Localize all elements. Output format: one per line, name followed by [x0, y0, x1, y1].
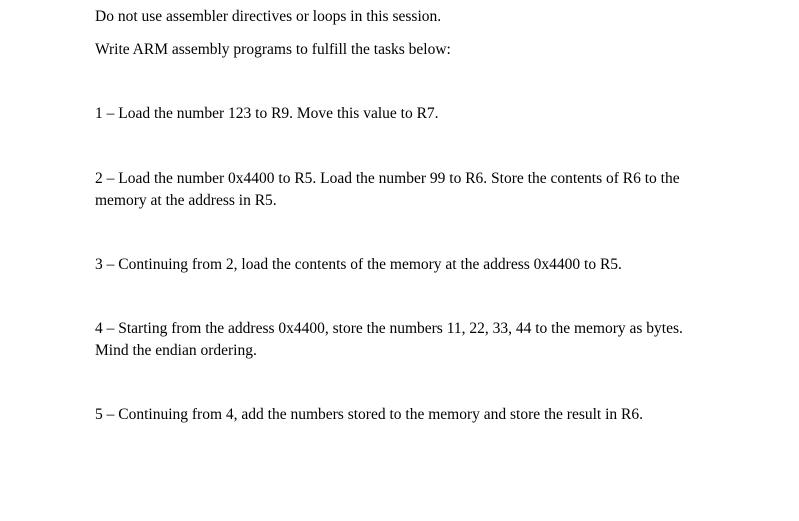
task-3: 3 – Continuing from 2, load the contents of the memory at the address 0x4400 to R5. [95, 256, 622, 273]
instruction-heading: Write ARM assembly programs to fulfill the tasks below: [95, 41, 451, 58]
task-1: 1 – Load the number 123 to R9. Move this value to R7. [95, 105, 439, 122]
instruction-note: Do not use assembler directives or loops in this session. [95, 8, 442, 25]
task-5: 5 – Continuing from 4, add the numbers stored to the memory and store the result in R6. [95, 406, 644, 423]
task-4: 4 – Starting from the address 0x4400, store the numbers 11, 22, 33, 44 to the memory as bytes. Mind the endian ordering. [95, 320, 683, 359]
task-2: 2 – Load the number 0x4400 to R5. Load the number 99 to R6. Store the contents of R6 to the memory at the address in R5. [95, 170, 680, 209]
